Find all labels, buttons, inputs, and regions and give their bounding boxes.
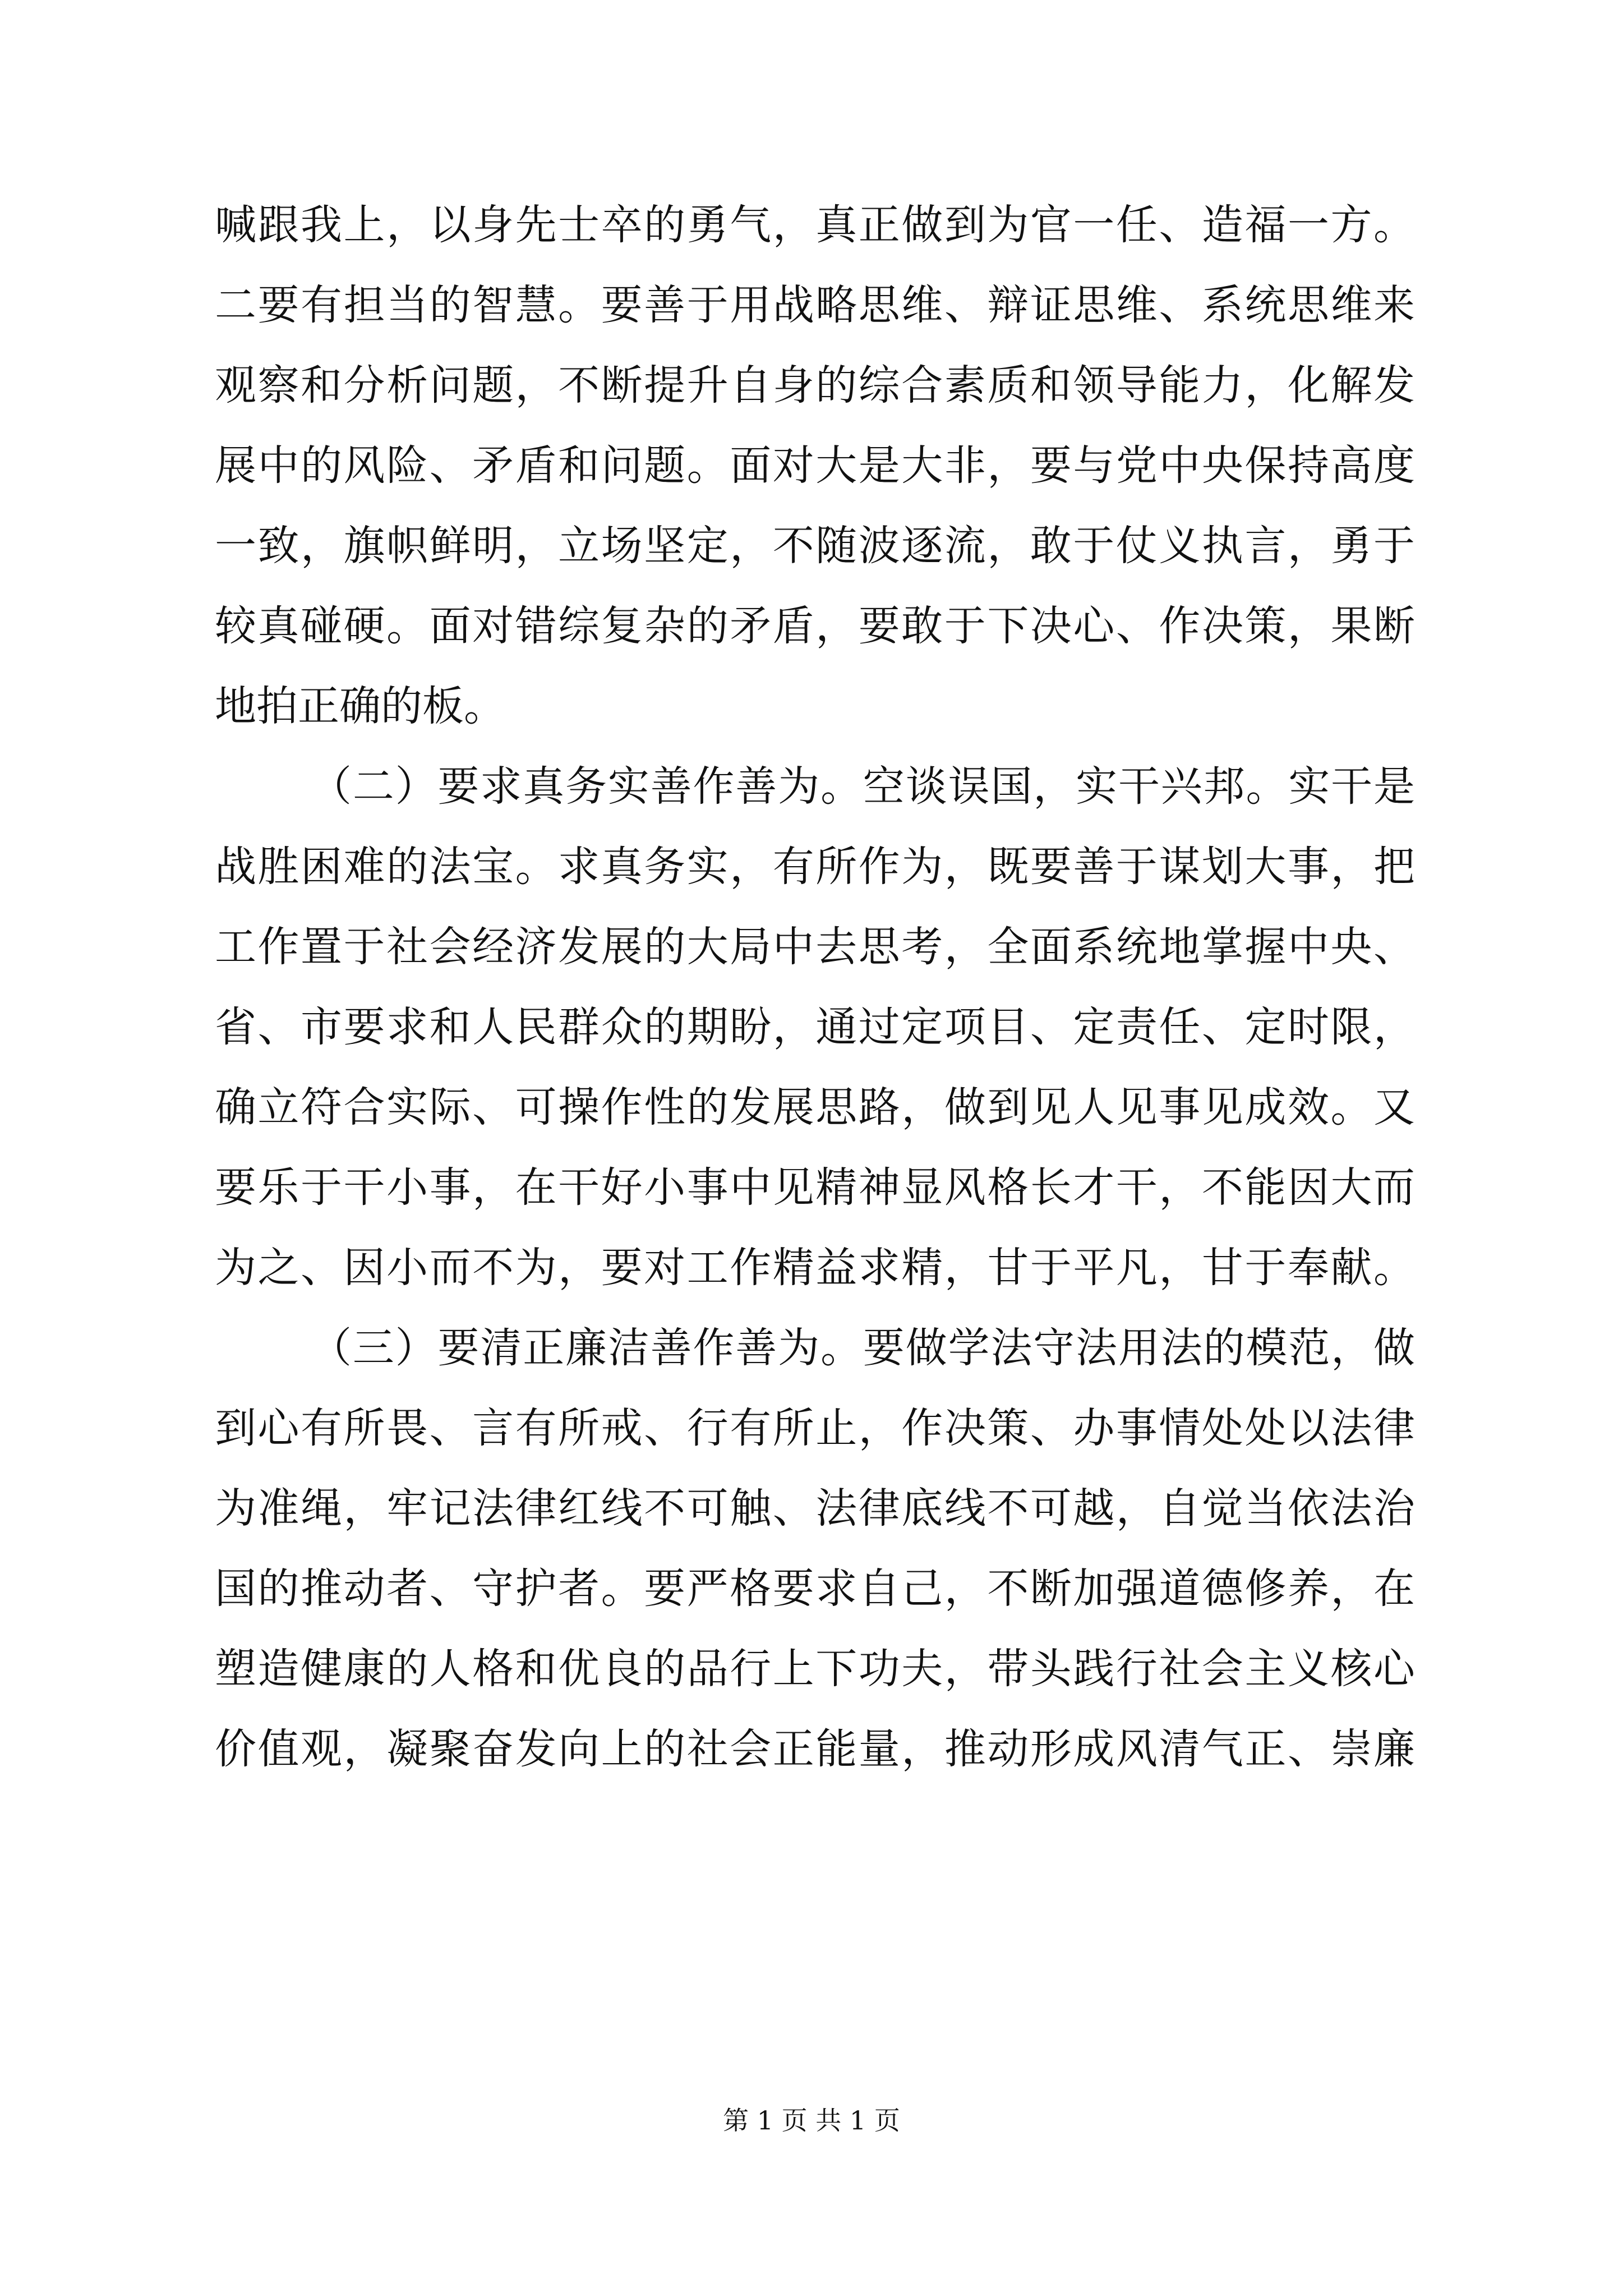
text-line: 价值观，凝聚奋发向上的社会正能量，推动形成风清气正、崇廉 [215,1725,1415,1773]
text-line: 战胜困难的法宝。求真务实，有所作为，既要善于谋划大事，把 [215,843,1415,891]
text-line: 国的推动者、守护者。要严格要求自己，不断加强道德修养，在 [215,1565,1415,1613]
paragraph-start-line: （二）要求真务实善作善为。空谈误国，实干兴邦。实干是 [310,762,1415,811]
paragraph-start-line: （三）要清正廉洁善作善为。要做学法守法用法的模范，做 [310,1324,1415,1372]
text-line: 喊跟我上，以身先士卒的勇气，真正做到为官一任、造福一方。 [215,201,1415,249]
text-line: 塑造健康的人格和优良的品行上下功夫，带头践行社会主义核心 [215,1645,1415,1693]
text-line: 省、市要求和人民群众的期盼，通过定项目、定责任、定时限， [215,1003,1415,1051]
page-number-footer: 第 1 页 共 1 页 [723,2105,900,2136]
text-line: 观察和分析问题，不断提升自身的综合素质和领导能力，化解发 [215,361,1415,409]
text-line: 确立符合实际、可操作性的发展思路，做到见人见事见成效。又 [215,1083,1415,1131]
text-line: 为之、因小而不为，要对工作精益求精，甘于平凡，甘于奉献。 [215,1244,1415,1292]
text-line: 一致，旗帜鲜明，立场坚定，不随波逐流，敢于仗义执言，勇于 [215,522,1415,570]
text-line: 工作置于社会经济发展的大局中去思考，全面系统地掌握中央、 [215,923,1415,971]
text-line: 较真碰硬。面对错综复杂的矛盾，要敢于下决心、作决策，果断 [215,602,1415,650]
document-body [215,185,1415,1789]
text-line: 地拍正确的板。 [215,682,505,730]
text-line: 要乐于干小事，在干好小事中见精神显风格长才干，不能因大而 [215,1163,1415,1212]
text-line: 到心有所畏、言有所戒、行有所止，作决策、办事情处处以法律 [215,1404,1415,1452]
text-line: 为准绳，牢记法律红线不可触、法律底线不可越，自觉当依法治 [215,1484,1415,1533]
text-line: 二要有担当的智慧。要善于用战略思维、辩证思维、系统思维来 [215,281,1415,329]
text-line: 展中的风险、矛盾和问题。面对大是大非，要与党中央保持高度 [215,441,1415,490]
